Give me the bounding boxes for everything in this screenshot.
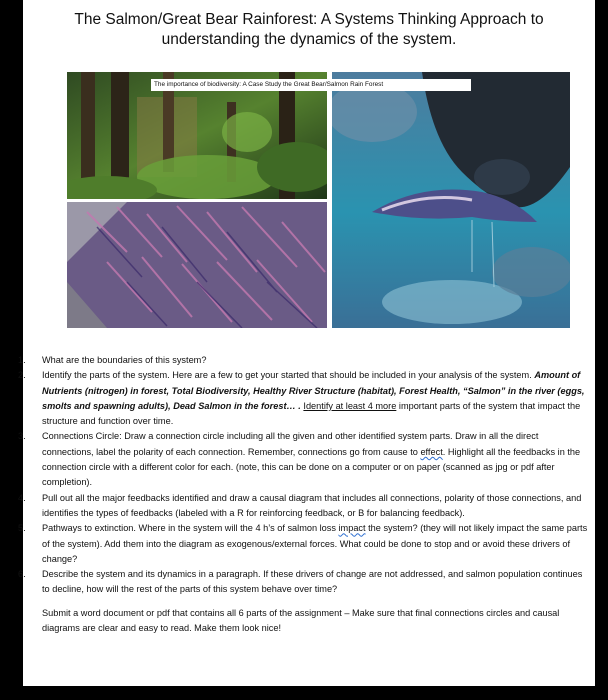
- key-parts-list: Amount of Nutrients (nitrogen) in forest, Total Biodiversity, Healthy River Structure (habitat), Forest Health, “Salmon” in the river (eggs, smolts and spawning adults), Dead Salmon in the forest… .: [42, 370, 585, 411]
- submission-instructions: Submit a word document or pdf that contains all 6 parts of the assignment – Make sure that final connections circles and causal diagrams are clear and easy to read. Make them look nice!: [42, 607, 560, 634]
- flagged-word: impact: [338, 523, 366, 534]
- list-item: [18, 353, 595, 368]
- item-text: What are the boundaries of this system?: [42, 355, 207, 365]
- list-item: [18, 521, 595, 567]
- item-number: 3.: [18, 431, 26, 442]
- item-text: Pathways to extinction. Where in the system will the 4 h’s of salmon loss: [42, 523, 339, 534]
- list-item: [18, 368, 595, 429]
- item-text: Identify the parts of the system. Here are a few to get your started that should be included in your analysis of the system.: [42, 370, 535, 381]
- document-title: [23, 10, 595, 50]
- item-number: 6.: [18, 569, 26, 580]
- assignment-list: [18, 353, 595, 636]
- item-number: 2.: [18, 370, 26, 381]
- forest-photo: [67, 72, 327, 199]
- underlined-instruction: Identify at least 4 more: [303, 400, 397, 411]
- title-line-1: The Salmon/Great Bear Rainforest: A Systems Thinking Approach to: [74, 11, 544, 28]
- photo-collage: [67, 72, 570, 328]
- item-number: 4.: [18, 492, 26, 503]
- item-text: Connections Circle: Draw a connection circle including all the given and other identified system parts. Draw in all the direct connections, label the polarity of each connection. Remember, connections go from cause to: [42, 431, 539, 457]
- item-text: Describe the system and its dynamics in a paragraph. If these drivers of change are not addressed, and salmon population continues to decline, how will the rest of the parts of this system behave over time?: [42, 569, 583, 595]
- salmon-school-photo: [67, 202, 327, 328]
- item-text: Pull out all the major feedbacks identified and draw a causal diagram that includes all connections, polarity of those connections, and identifies the types of feedbacks (labeled with a R for reinforcing feedback, or B for balancing feedback).: [42, 492, 582, 518]
- item-text-end: the system? (they will not likely impact the same parts of the system). Add them into the diagram as exogenous/external forces. What could be done to stop and or avoid these drivers of change?: [42, 523, 588, 564]
- flagged-word: effect: [420, 446, 443, 457]
- title-line-2: understanding the dynamics of the system.: [161, 31, 457, 48]
- item-text-end: . Highlight all the feedbacks in the connection circle with a different color for each. (note, this can be done on a computer or on paper (scanned as jpg or pdf after completion).: [42, 446, 581, 488]
- bear-fishing-photo: [332, 72, 570, 328]
- collage-caption: The importance of biodiversity: A Case Study the Great Bear/Salmon Rain Forest: [151, 79, 471, 91]
- list-item: [18, 567, 595, 598]
- list-item: [18, 491, 595, 522]
- item-number: 5.: [18, 523, 26, 534]
- item-text-end: important parts of the system that impact the structure and function over time.: [42, 400, 581, 427]
- list-item: [18, 429, 595, 490]
- item-number: 1.: [18, 355, 26, 365]
- document-page: [18, 0, 595, 686]
